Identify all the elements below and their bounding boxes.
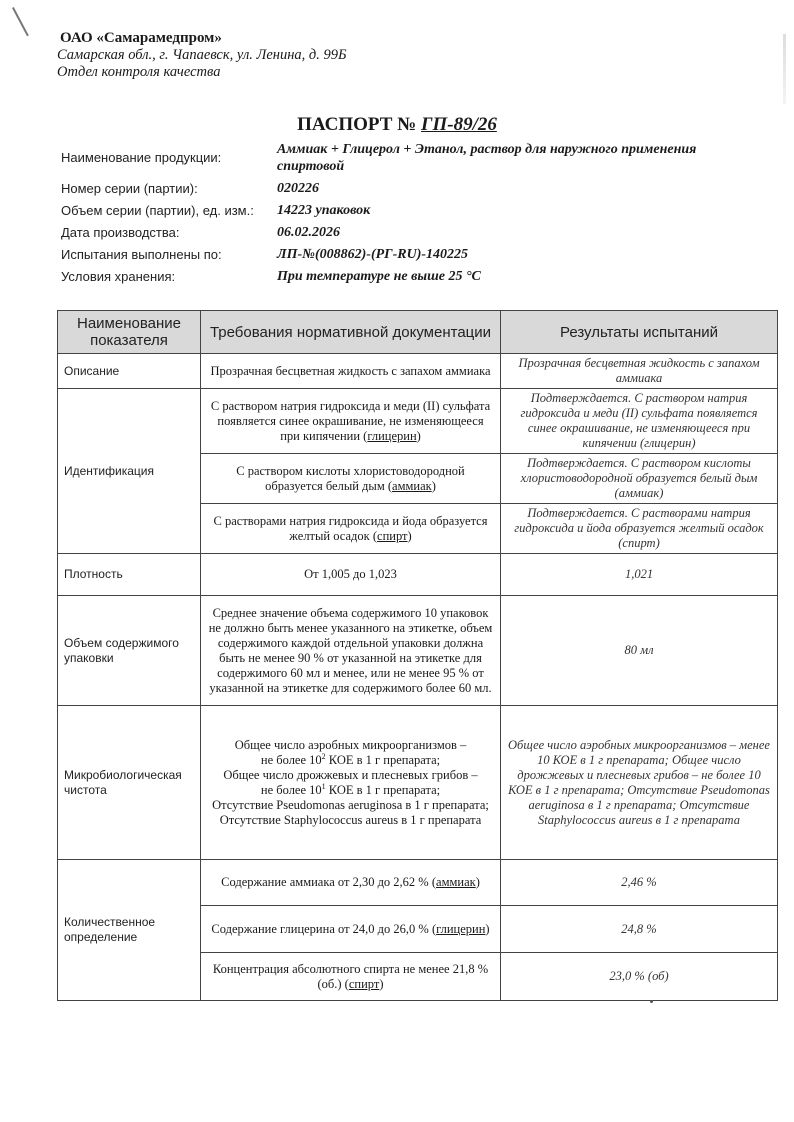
component-name: глицерин — [436, 921, 486, 936]
result: 23,0 % (об) — [501, 953, 778, 1001]
company-header — [57, 30, 347, 81]
component-name: спирт — [348, 976, 380, 991]
table-row — [58, 554, 778, 596]
info-label: Испытания выполнены по: — [61, 247, 222, 262]
info-value: 020226 — [277, 181, 319, 196]
requirement: Концентрация абсолютного спирта не менее 21,8 % (об.) (спирт) — [201, 953, 501, 1001]
scan-artifact — [783, 34, 786, 104]
column-header: Требования нормативной документации — [201, 311, 501, 354]
requirement-text: не более 10 — [260, 752, 322, 767]
component-name: спирт — [377, 528, 408, 543]
product-info — [61, 141, 761, 290]
column-header: Результаты испытаний — [501, 311, 778, 354]
requirement-text: С раствором кислоты хлористоводородной образуется белый дым — [236, 463, 465, 493]
result: Общее число аэробных микроорганизмов – менее 10 КОЕ в 1 г препарата; Общее число дрожжевых и плесневых грибов – не более 10 КОЕ в 1 г препарата; Отсутствие Pseudomonas aeruginosa в 1 г препарата; Отсутствие Staphylococcus aureus в 1 г препарата — [501, 706, 778, 860]
requirement: С раствором натрия гидроксида и меди (II) сульфата появляется синее окрашивание, не изменяющееся при кипячении (глицерин) — [201, 389, 501, 454]
parameter-name: Идентификация — [58, 389, 201, 554]
scan-artifact — [650, 1000, 653, 1003]
table-row — [58, 706, 778, 860]
info-value: 06.02.2026 — [277, 225, 340, 240]
requirement-text: КОЕ в 1 г препарата; — [325, 782, 441, 797]
info-value: При температуре не выше 25 °С — [277, 269, 481, 284]
requirement: От 1,005 до 1,023 — [201, 554, 501, 596]
result: 24,8 % — [501, 906, 778, 953]
requirement: Содержание аммиака от 2,30 до 2,62 % (аммиак) — [201, 860, 501, 906]
component-name: аммиак — [392, 478, 432, 493]
test-results-table — [57, 310, 778, 1001]
requirement-line: Общее число аэробных микроорганизмов – — [234, 737, 467, 752]
result: 1,021 — [501, 554, 778, 596]
requirement-line: Отсутствие Staphylococcus aureus в 1 г препарата — [219, 812, 482, 827]
exponent: 1 — [321, 781, 326, 791]
passport-number: ГП-89/26 — [421, 114, 497, 135]
requirement-text: Концентрация абсолютного спирта не менее 21,8 % (об.) — [212, 961, 489, 991]
info-label: Объем серии (партии), ед. изм.: — [61, 203, 254, 218]
department-name: Отдел контроля качества — [57, 64, 221, 80]
info-label: Номер серии (партии): — [61, 181, 198, 196]
info-row-volume — [61, 202, 761, 219]
requirement-text: С раствором натрия гидроксида и меди (II) сульфата появляется синее окрашивание, не изменяющееся при кипячении — [210, 398, 491, 443]
table-row — [58, 354, 778, 389]
info-label: Дата производства: — [61, 225, 180, 240]
parameter-name: Микробиологическая чистота — [58, 706, 201, 860]
table-row — [58, 596, 778, 706]
info-label: Условия хранения: — [61, 269, 176, 284]
requirement-text: Содержание глицерина от 24,0 до 26,0 % — [211, 921, 429, 936]
requirement-line: Отсутствие Pseudomonas aeruginosa в 1 г препарата; — [212, 797, 489, 812]
result: Подтверждается. С раствором натрия гидроксида и меди (II) сульфата появляется синее окрашивание, не изменяющееся при кипячении (глицерин) — [501, 389, 778, 454]
parameter-name: Количественное определение — [58, 860, 201, 1001]
info-row-date — [61, 224, 761, 241]
requirement: С растворами натрия гидроксида и йода образуется желтый осадок (спирт) — [201, 504, 501, 554]
info-row-tested-by — [61, 246, 761, 263]
parameter-name: Объем содержимого упаковки — [58, 596, 201, 706]
requirement-line — [207, 753, 494, 768]
requirement: Содержание глицерина от 24,0 до 26,0 % (глицерин) — [201, 906, 501, 953]
requirement: С раствором кислоты хлористоводородной образуется белый дым (аммиак) — [201, 454, 501, 504]
result: Подтверждается. С растворами натрия гидроксида и йода образуется желтый осадок (спирт) — [501, 504, 778, 554]
info-row-batch — [61, 180, 761, 197]
info-row-storage — [61, 268, 761, 285]
requirement: Среднее значение объема содержимого 10 упаковок не должно быть менее указанного на этикетке, объем содержимого каждой отдельной упаковки должна быть не менее 90 % от указанной на этикетке для содержимого 60 мл и менее, или не менее 95 % от указанной на этикетке для содержимого более 60 мл. — [201, 596, 501, 706]
table-row — [58, 389, 778, 454]
requirement — [201, 706, 501, 860]
info-value: 14223 упаковок — [277, 203, 371, 218]
scan-artifact — [12, 7, 29, 36]
component-name: глицерин — [367, 428, 417, 443]
parameter-name: Описание — [58, 354, 201, 389]
info-label: Наименование продукции: — [61, 150, 222, 165]
info-value: ЛП-№(008862)-(РГ-RU)-140225 — [277, 247, 469, 262]
requirement: Прозрачная бесцветная жидкость с запахом аммиака — [201, 354, 501, 389]
parameter-name: Плотность — [58, 554, 201, 596]
info-row-product — [61, 141, 761, 175]
component-name: аммиак — [436, 875, 476, 889]
table-header-row — [58, 311, 778, 354]
requirement-line — [207, 783, 494, 798]
table-row — [58, 860, 778, 906]
organization-name: ОАО «Самарамедпром» — [60, 30, 222, 46]
column-header: Наименование показателя — [58, 311, 201, 354]
title-prefix: ПАСПОРТ № — [297, 114, 417, 135]
requirement-text: КОЕ в 1 г препарата; — [325, 752, 441, 767]
result: 80 мл — [501, 596, 778, 706]
result: 2,46 % — [501, 860, 778, 906]
info-value: Аммиак + Глицерол + Этанол, раствор для наружного применения спиртовой — [277, 142, 697, 174]
result: Подтверждается. С раствором кислоты хлористоводородной образуется белый дым (аммиак) — [501, 454, 778, 504]
requirement-text: не более 10 — [260, 782, 322, 797]
requirement-text: Содержание аммиака от 2,30 до 2,62 % — [221, 875, 429, 889]
requirement-line: Общее число дрожжевых и плесневых грибов – — [223, 767, 478, 782]
passport-title — [0, 114, 794, 136]
organization-address: Самарская обл., г. Чапаевск, ул. Ленина, д. 99Б — [57, 47, 347, 63]
requirement-text: С растворами натрия гидроксида и йода образуется желтый осадок — [213, 513, 488, 543]
result: Прозрачная бесцветная жидкость с запахом аммиака — [501, 354, 778, 389]
exponent: 2 — [321, 751, 326, 761]
